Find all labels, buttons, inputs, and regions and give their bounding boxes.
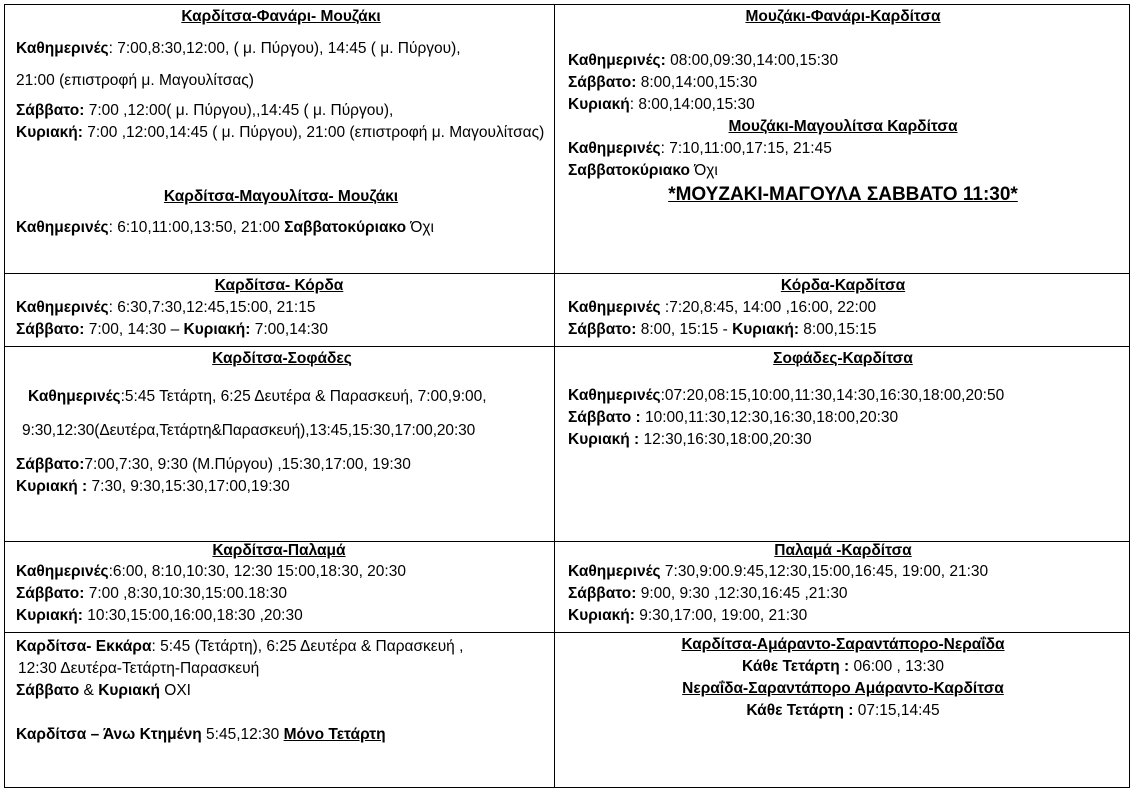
route-title: Κόρδα-Καρδίτσα: [780, 277, 906, 294]
route-title: Καρδίτσα-Αμάραντο-Σαραντάπορο-Νεραΐδα: [681, 636, 1005, 653]
column-divider: [554, 4, 555, 788]
weekend-line: Σαββατοκύριακο Όχι: [568, 162, 718, 179]
weekdays-line: Καθημερινές :7:20,8:45, 14:00 ,16:00, 22:00: [568, 299, 877, 316]
weekdays-line: Καθημερινές: 6:30,7:30,12:45,15:00, 21:15: [16, 299, 316, 316]
weekdays-line: Καθημερινές:5:45 Τετάρτη, 6:25 Δευτέρα & Παρασκευή, 7:00,9:00,: [28, 388, 487, 405]
saturday-line: Σάββατο: 9:00, 9:30 ,12:30,16:45 ,21:30: [568, 585, 848, 602]
cell-karditsa-korda: [4, 275, 554, 345]
weekdays-line: Καθημερινές:07:20,08:15,10:00,11:30,14:30,16:30,18:00,20:50: [568, 387, 1005, 404]
route-title: Καρδίτσα-Παλαμά: [212, 542, 346, 559]
route-title: Παλαμά -Καρδίτσα: [774, 542, 912, 559]
cell-amaranto: [556, 634, 1130, 786]
sunday-line: Κυριακή: 9:30,17:00, 19:00, 21:30: [568, 607, 808, 624]
cell-karditsa-sofades: [4, 348, 554, 540]
route-title: Καρδίτσα-Φανάρι- Μουζάκι: [181, 8, 381, 25]
sunday-line: Κυριακή: 8:00,14:00,15:30: [568, 96, 755, 113]
row-divider-4: [4, 632, 1130, 633]
ano-ktimeni-line: Καρδίτσα – Άνω Κτημένη 5:45,12:30 Μόνο Τετάρτη: [16, 726, 386, 743]
cell-karditsa-ekkara: [4, 634, 554, 786]
cell-korda-karditsa: [556, 275, 1130, 345]
sunday-line: Κυριακή : 7:30, 9:30,15:30,17:00,19:30: [16, 478, 290, 495]
saturday-line: Σάββατο:7:00,7:30, 9:30 (Μ.Πύργου) ,15:30,17:00, 19:30: [16, 456, 411, 473]
cell-karditsa-fanari-mouzaki: [4, 6, 554, 272]
weekdays-line: Καθημερινές:6:00, 8:10,10:30, 12:30 15:00,18:30, 20:30: [16, 563, 406, 580]
route-title: Σοφάδες-Καρδίτσα: [773, 350, 913, 367]
sunday-line: Κυριακή : 12:30,16:30,18:00,20:30: [568, 431, 812, 448]
weekdays-line-cont: 21:00 (επιστροφή μ. Μαγουλίτσας): [16, 72, 254, 89]
sunday-line: Κυριακή: 7:00 ,12:00,14:45 ( μ. Πύργου), 21:00 (επιστροφή μ. Μαγουλίτσας): [16, 124, 545, 141]
cell-karditsa-palama: [4, 541, 554, 631]
weekdays-line: Καθημερινές: 6:10,11:00,13:50, 21:00 Σαββατοκύριακο Όχι: [16, 219, 434, 236]
ekkara-weekend-line: Σάββατο & Κυριακή ΟΧΙ: [16, 682, 191, 699]
cell-mouzaki-fanari-karditsa: [556, 6, 1130, 272]
row-divider-1: [4, 273, 1130, 274]
weekdays-line-cont: 9:30,12:30(Δευτέρα,Τετάρτη&Παρασκευή),13:45,15:30,17:00,20:30: [22, 422, 476, 439]
saturday-highlight: *ΜΟΥΖΑΚΙ-ΜΑΓΟΥΛΑ ΣΑΒΒΑΤΟ 11:30*: [668, 184, 1018, 205]
weekend-line: Σάββατο: 8:00, 15:15 - Κυριακή: 8:00,15:15: [568, 321, 877, 338]
saturday-line: Σάββατο: 7:00 ,12:00( μ. Πύργου),,14:45 ( μ. Πύργου),: [16, 102, 394, 119]
weekdays-line: Καθημερινές: 7:10,11:00,17:15, 21:45: [568, 140, 832, 157]
weekend-line: Σάββατο: 7:00, 14:30 – Κυριακή: 7:00,14:30: [16, 321, 329, 338]
wednesday-line: Κάθε Τετάρτη : 06:00 , 13:30: [742, 658, 944, 675]
weekdays-line: Καθημερινές: 08:00,09:30,14:00,15:30: [568, 52, 839, 69]
saturday-line: Σάββατο: 7:00 ,8:30,10:30,15:00.18:30: [16, 585, 287, 602]
cell-sofades-karditsa: [556, 348, 1130, 540]
weekdays-line: Καθημερινές 7:30,9:00.9:45,12:30,15:00,16:45, 19:00, 21:30: [568, 563, 989, 580]
route-title: Νεραΐδα-Σαραντάπορο Αμάραντο-Καρδίτσα: [682, 680, 1004, 697]
route-title: Καρδίτσα-Σοφάδες: [212, 350, 352, 367]
ekkara-line: Καρδίτσα- Εκκάρα: 5:45 (Τετάρτη), 6:25 Δευτέρα & Παρασκευή ,: [16, 638, 464, 655]
cell-palama-karditsa: [556, 541, 1130, 631]
route-title: Καρδίτσα- Κόρδα: [214, 277, 344, 294]
route-title: Καρδίτσα-Μαγουλίτσα- Μουζάκι: [163, 188, 399, 205]
sunday-line: Κυριακή: 10:30,15:00,16:00,18:30 ,20:30: [16, 607, 303, 624]
route-title: Μουζάκι-Φανάρι-Καρδίτσα: [745, 8, 941, 25]
wednesday-line: Κάθε Τετάρτη : 07:15,14:45: [746, 702, 940, 719]
row-divider-2: [4, 346, 1130, 347]
ekkara-line-cont: 12:30 Δευτέρα-Τετάρτη-Παρασκευή: [18, 660, 260, 677]
saturday-line: Σάββατο: 8:00,14:00,15:30: [568, 74, 758, 91]
weekdays-line: Καθημερινές: 7:00,8:30,12:00, ( μ. Πύργου), 14:45 ( μ. Πύργου),: [16, 40, 461, 57]
route-title: Μουζάκι-Μαγουλίτσα Καρδίτσα: [728, 118, 958, 135]
saturday-line: Σάββατο : 10:00,11:30,12:30,16:30,18:00,20:30: [568, 409, 899, 426]
